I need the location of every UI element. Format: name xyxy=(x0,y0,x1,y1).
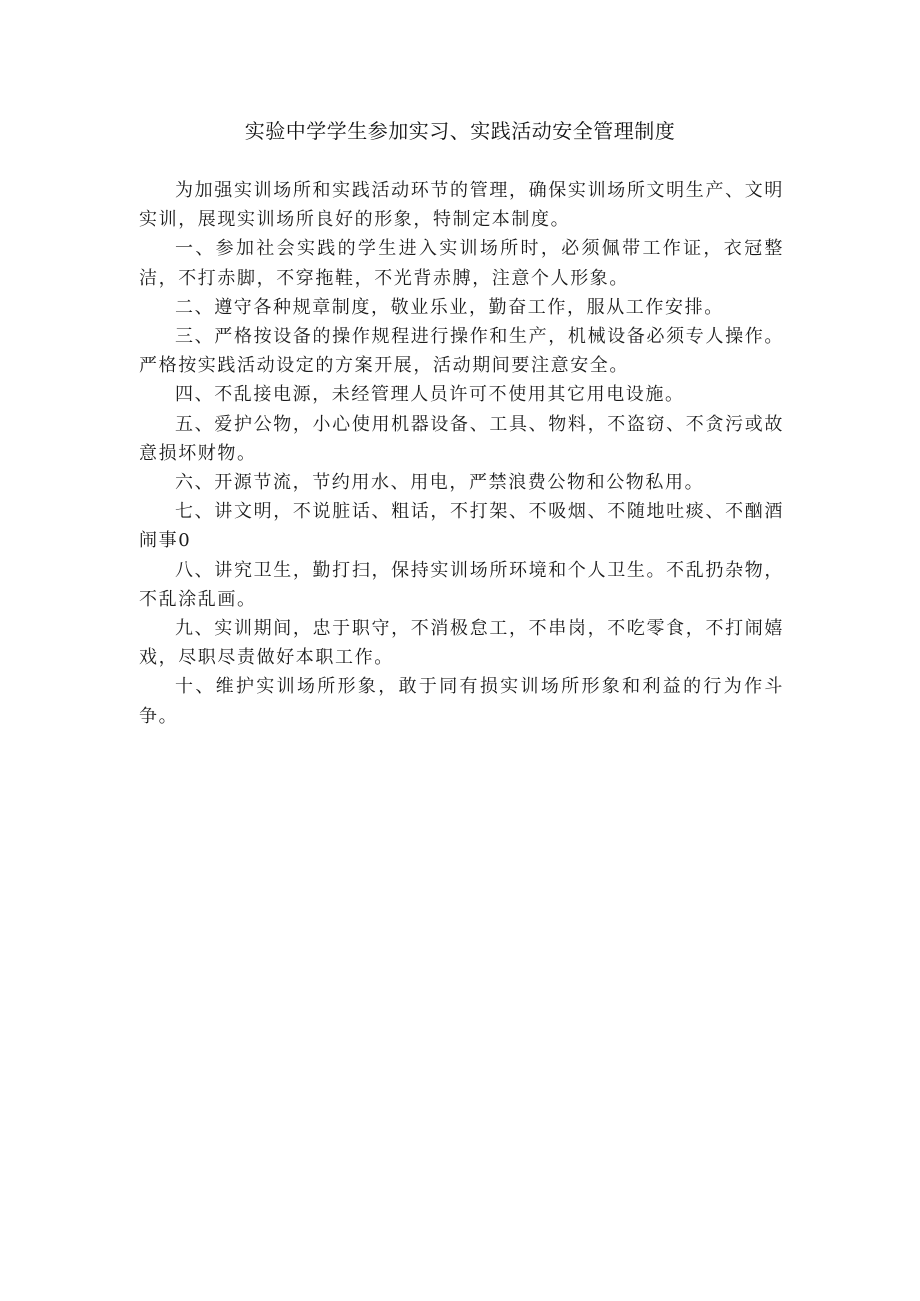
document-title: 实验中学学生参加实习、实践活动安全管理制度 xyxy=(244,119,676,143)
rule-paragraph-7: 七、讲文明，不说脏话、粗话，不打架、不吸烟、不随地吐痰、不酗酒闹事0 xyxy=(139,501,784,552)
document-body xyxy=(139,176,784,731)
rule-paragraph-9: 九、实训期间，忠于职守，不消极怠工，不串岗，不吃零食，不打闹嬉戏，尽职尽责做好本职工作。 xyxy=(139,618,784,669)
rule-paragraph-4: 四、不乱接电源，未经管理人员许可不使用其它用电设施。 xyxy=(175,384,685,406)
rule-paragraph-2: 二、遵守各种规章制度，敬业乐业，勤奋工作，服从工作安排。 xyxy=(175,296,724,318)
rule-paragraph-5: 五、爱护公物，小心使用机器设备、工具、物料，不盗窃、不贪污或故意损坏财物。 xyxy=(139,413,784,464)
rule-paragraph-3: 三、严格按设备的操作规程进行操作和生产，机械设备必须专人操作。严格按实践活动设定的方案开展，活动期间要注意安全。 xyxy=(139,326,784,377)
rule-paragraph-8: 八、讲究卫生，勤打扫，保持实训场所环境和个人卫生。不乱扔杂物，不乱涂乱画。 xyxy=(139,559,784,610)
rule-paragraph-10: 十、维护实训场所形象，敢于同有损实训场所形象和利益的行为作斗争。 xyxy=(139,676,784,727)
rule-paragraph-1: 一、参加社会实践的学生进入实训场所时，必须佩带工作证，衣冠整洁，不打赤脚，不穿拖鞋，不光背赤膊，注意个人形象。 xyxy=(139,238,784,289)
rule-paragraph-6: 六、开源节流，节约用水、用电，严禁浪费公物和公物私用。 xyxy=(175,472,705,494)
intro-paragraph: 为加强实训场所和实践活动环节的管理，确保实训场所文明生产、文明实训，展现实训场所良好的形象，特制定本制度。 xyxy=(139,180,784,231)
